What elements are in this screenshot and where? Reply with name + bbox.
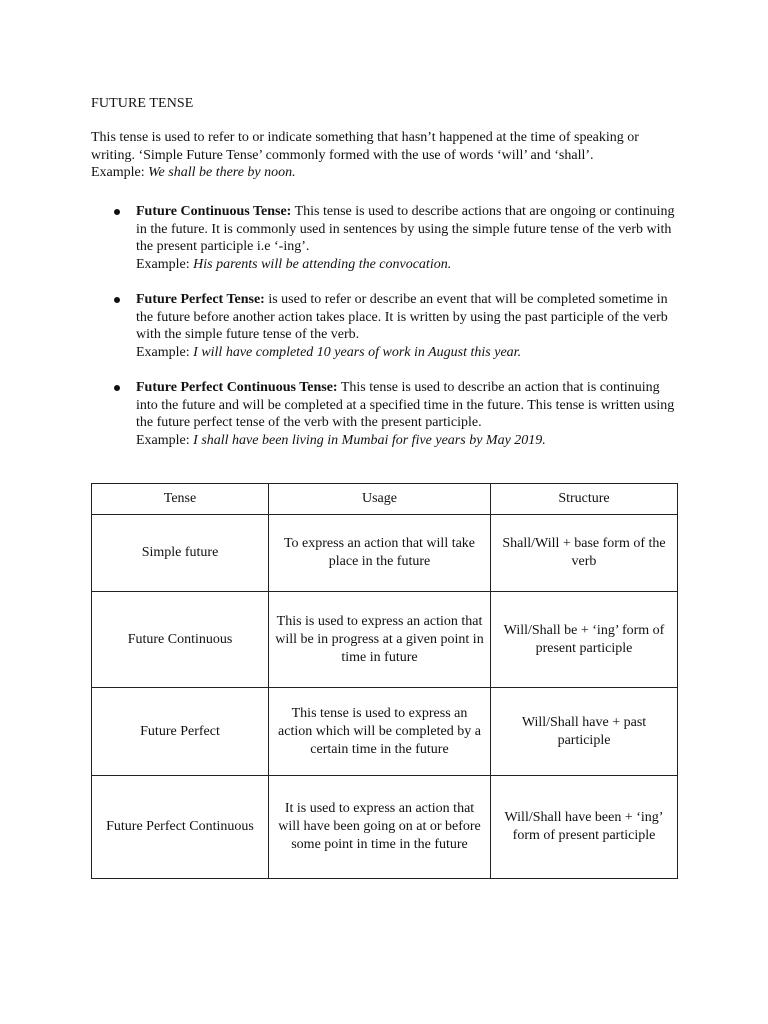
table-header-row <box>92 484 678 515</box>
intro-text: This tense is used to refer to or indicate something that hasn’t happened at the time of speaking or writing. ‘Simple Future Tense’ commonly formed with the use of words ‘will’ and ‘shall’. <box>91 130 639 163</box>
tense-cell: Future Perfect Continuous <box>92 776 269 879</box>
bullet-icon <box>114 297 120 303</box>
structure-cell: Will/Shall be + ‘ing’ form of present participle <box>491 592 678 688</box>
usage-cell: This tense is used to express an action which will be completed by a certain time in the future <box>269 688 491 776</box>
tense-bullet-list <box>91 203 681 467</box>
tense-cell: Future Continuous <box>92 592 269 688</box>
table-row <box>92 515 678 592</box>
structure-cell: Will/Shall have + past participle <box>491 688 678 776</box>
usage-cell: To express an action that will take place in the future <box>269 515 491 592</box>
bullet-text: is used to refer or describe an event that will be completed sometime in the future before another action takes place. It is written by using the past participle of the verb with the simple future tense of the verb. <box>136 292 668 342</box>
bullet-icon <box>114 385 120 391</box>
tense-cell: Future Perfect <box>92 688 269 776</box>
structure-cell: Will/Shall have been + ‘ing’ form of present participle <box>491 776 678 879</box>
page-title: FUTURE TENSE <box>91 96 194 111</box>
example-sentence: We shall be there by noon. <box>148 165 296 180</box>
example-label: Example: <box>136 256 190 272</box>
example-label: Example: <box>136 344 190 360</box>
bullet-text: This tense is used to describe an action that is continuing into the future and will be completed at a specified time in the future. This tense is written using the future perfect tense of the verb with the present participle. <box>136 380 675 430</box>
column-header-structure: Structure <box>491 484 678 515</box>
tense-table <box>91 483 678 879</box>
tense-cell: Simple future <box>92 515 269 592</box>
column-header-usage: Usage <box>269 484 491 515</box>
usage-cell: This is used to express an action that will be in progress at a given point in time in future <box>269 592 491 688</box>
bullet-term: Future Perfect Continuous Tense: <box>136 380 338 395</box>
intro-paragraph <box>91 129 681 182</box>
usage-cell: It is used to express an action that will have been going on at or before some point in time in the future <box>269 776 491 879</box>
example-sentence: His parents will be attending the convocation. <box>193 256 452 272</box>
bullet-term: Future Continuous Tense: <box>136 204 292 219</box>
example-label: Example: <box>91 165 145 180</box>
tense-table-container <box>91 483 678 879</box>
bullet-future-continuous <box>91 203 681 273</box>
bullet-text: This tense is used to describe actions that are ongoing or continuing in the future. It is commonly used in sentences by using the simple future tense of the verb with the present participle i.e ‘-ing’. <box>136 204 675 254</box>
example-sentence: I shall have been living in Mumbai for five years by May 2019. <box>193 432 546 448</box>
table-row <box>92 592 678 688</box>
bullet-future-perfect-continuous <box>91 379 681 449</box>
table-row <box>92 688 678 776</box>
table-row <box>92 776 678 879</box>
bullet-future-perfect <box>91 291 681 361</box>
example-label: Example: <box>136 432 190 448</box>
structure-cell: Shall/Will + base form of the verb <box>491 515 678 592</box>
bullet-icon <box>114 209 120 215</box>
column-header-tense: Tense <box>92 484 269 515</box>
bullet-term: Future Perfect Tense: <box>136 292 265 307</box>
example-sentence: I will have completed 10 years of work in August this year. <box>193 344 522 360</box>
